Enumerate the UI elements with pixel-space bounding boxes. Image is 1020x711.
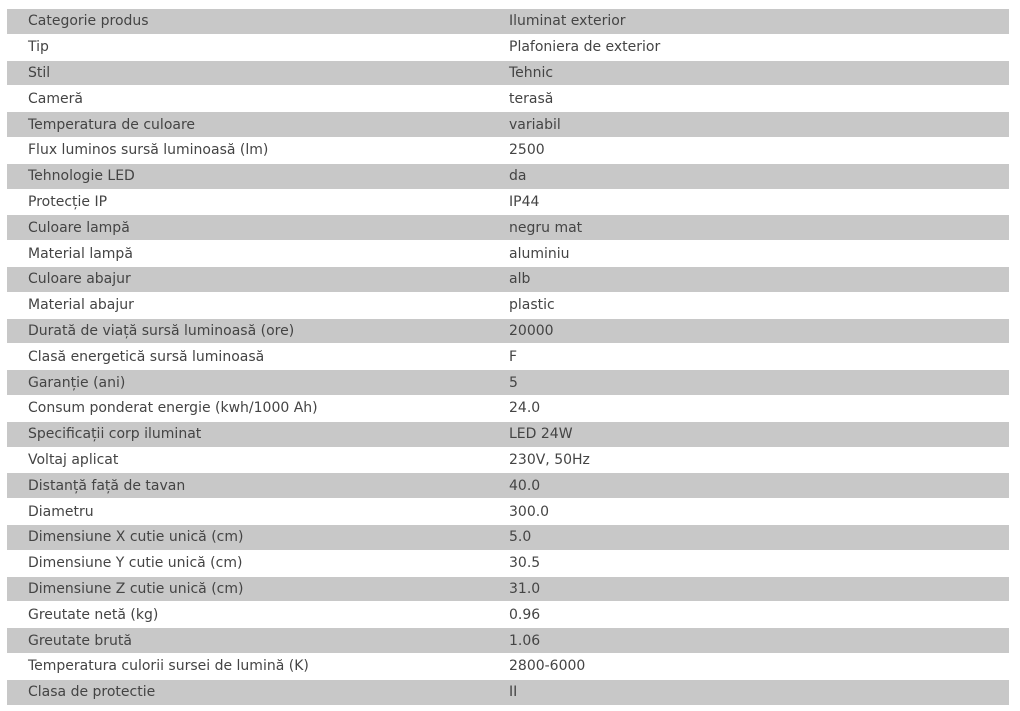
table-row	[7, 164, 1009, 190]
spec-label: Greutate netă (kg)	[28, 606, 159, 623]
table-row	[7, 396, 1009, 422]
spec-value: alb	[509, 271, 531, 288]
table-row	[7, 551, 1009, 577]
spec-value: 0.96	[509, 606, 541, 623]
spec-value: F	[509, 348, 518, 365]
spec-label: Voltaj aplicat	[28, 451, 119, 468]
spec-label: Clasă energetică sursă luminoasă	[28, 348, 265, 365]
spec-value: 1.06	[509, 632, 541, 649]
spec-value: Iluminat exterior	[509, 13, 626, 30]
spec-label: Garanție (ani)	[28, 374, 126, 391]
table-row	[7, 112, 1009, 138]
table-row	[7, 628, 1009, 654]
spec-value: da	[509, 168, 527, 185]
table-row	[7, 9, 1009, 35]
spec-label: Dimensiune Y cutie unică (cm)	[28, 555, 243, 572]
spec-label: Material abajur	[28, 297, 134, 314]
spec-label: Durată de viață sursă luminoasă (ore)	[28, 322, 295, 339]
table-row	[7, 499, 1009, 525]
spec-label: Diametru	[28, 503, 94, 520]
spec-value: 24.0	[509, 400, 541, 417]
spec-value: 2500	[509, 142, 545, 159]
spec-value: 2800-6000	[509, 658, 586, 675]
spec-value: 30.5	[509, 555, 541, 572]
table-row	[7, 448, 1009, 474]
spec-value: variabil	[509, 116, 561, 133]
spec-label: Tehnologie LED	[28, 168, 135, 185]
table-row	[7, 35, 1009, 61]
spec-label: Culoare abajur	[28, 271, 131, 288]
spec-label: Clasa de protectie	[28, 684, 156, 701]
spec-label: Consum ponderat energie (kwh/1000 Ah)	[28, 400, 318, 417]
table-row	[7, 215, 1009, 241]
table-row	[7, 525, 1009, 551]
table-row	[7, 654, 1009, 680]
table-row	[7, 344, 1009, 370]
spec-label: Temperatura de culoare	[28, 116, 196, 133]
spec-value: 20000	[509, 322, 554, 339]
table-row	[7, 370, 1009, 396]
spec-value: 300.0	[509, 503, 550, 520]
table-row	[7, 293, 1009, 319]
spec-label: Protecție IP	[28, 193, 108, 210]
spec-label: Categorie produs	[28, 13, 149, 30]
spec-label: Flux luminos sursă luminoasă (lm)	[28, 142, 269, 159]
table-row	[7, 190, 1009, 216]
spec-label: Greutate brută	[28, 632, 132, 649]
spec-value: 5.0	[509, 529, 532, 546]
spec-value: 31.0	[509, 580, 541, 597]
spec-label: Dimensiune Z cutie unică (cm)	[28, 580, 244, 597]
spec-value: terasă	[509, 90, 554, 107]
table-row	[7, 86, 1009, 112]
spec-value: Tehnic	[509, 64, 554, 81]
spec-value: 40.0	[509, 477, 541, 494]
table-row	[7, 138, 1009, 164]
spec-label: Culoare lampă	[28, 219, 130, 236]
spec-label: Distanță față de tavan	[28, 477, 186, 494]
spec-label: Temperatura culorii sursei de lumină (K)	[28, 658, 309, 675]
table-row	[7, 602, 1009, 628]
table-row	[7, 422, 1009, 448]
table-row	[7, 473, 1009, 499]
spec-value: 5	[509, 374, 518, 391]
spec-value: LED 24W	[509, 426, 573, 443]
spec-value: IP44	[509, 193, 540, 210]
table-row	[7, 680, 1009, 706]
spec-label: Dimensiune X cutie unică (cm)	[28, 529, 244, 546]
spec-label: Material lampă	[28, 245, 133, 262]
spec-label: Stil	[28, 64, 51, 81]
spec-label: Specificații corp iluminat	[28, 426, 202, 443]
spec-label: Cameră	[28, 90, 83, 107]
spec-value: plastic	[509, 297, 555, 314]
spec-label: Tip	[28, 39, 49, 56]
spec-value: II	[509, 684, 518, 701]
spec-value: 230V, 50Hz	[509, 451, 590, 468]
table-row	[7, 241, 1009, 267]
spec-table	[7, 9, 1009, 706]
spec-value: Plafoniera de exterior	[509, 39, 661, 56]
table-row	[7, 577, 1009, 603]
table-row	[7, 61, 1009, 87]
table-row	[7, 267, 1009, 293]
spec-value: negru mat	[509, 219, 583, 236]
table-row	[7, 319, 1009, 345]
spec-value: aluminiu	[509, 245, 570, 262]
